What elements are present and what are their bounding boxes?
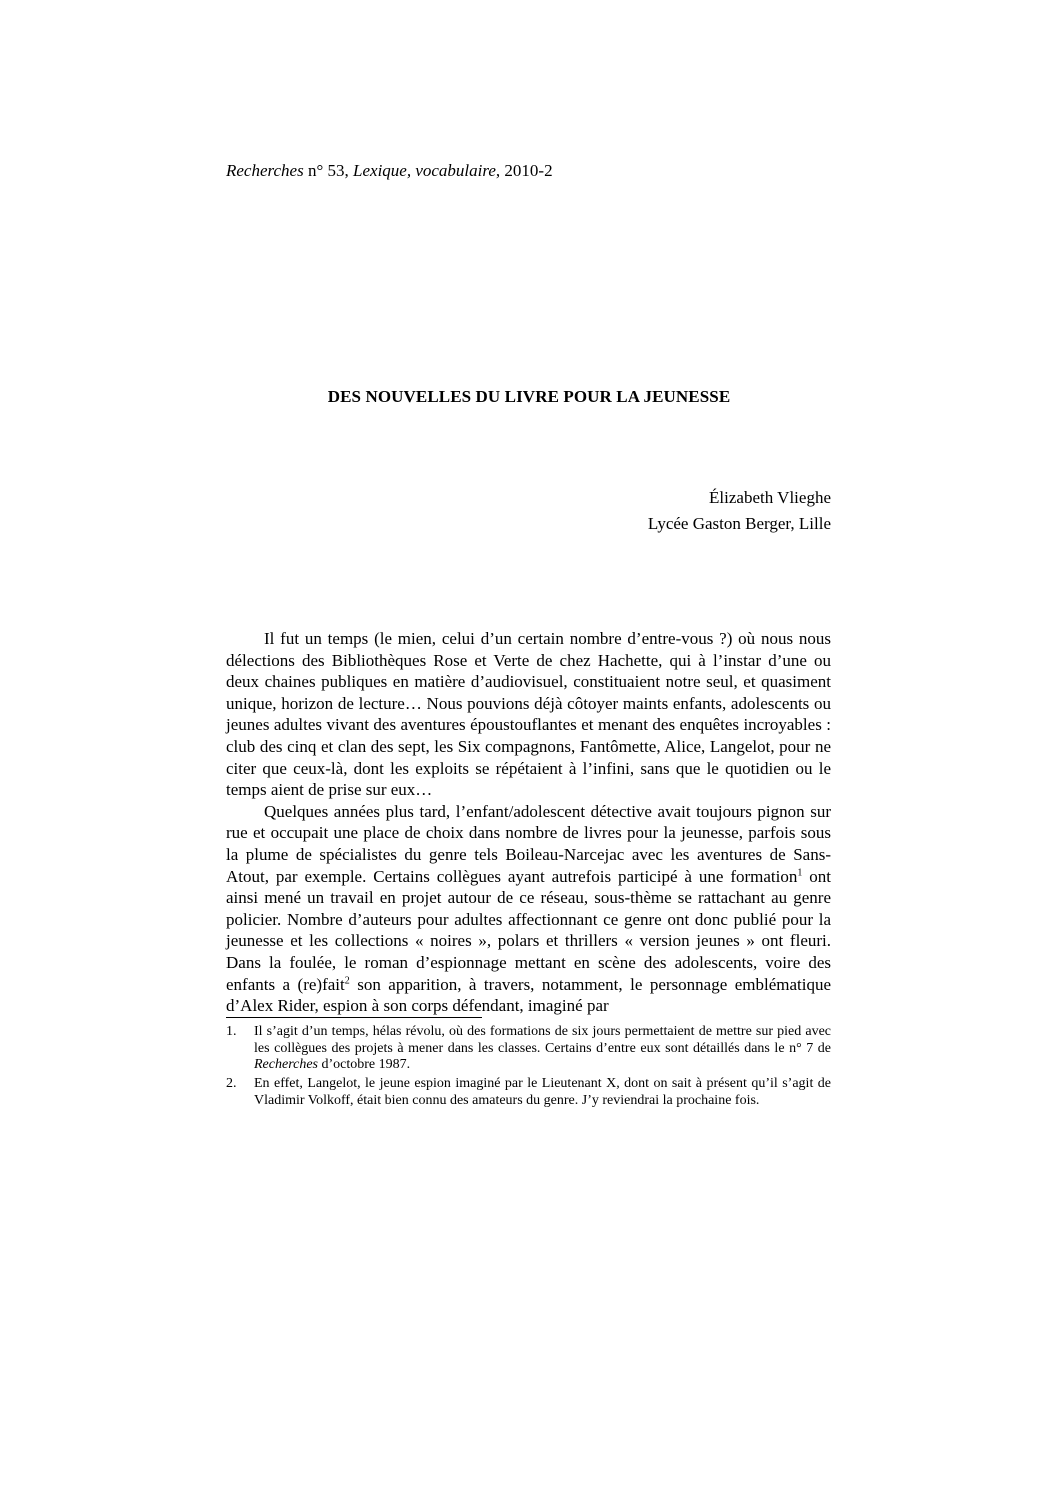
footnote-2: [226, 1076, 831, 1109]
running-head: [226, 160, 553, 182]
footnote-1-text: [254, 1024, 831, 1074]
footnote-ref-1[interactable]: 1: [797, 866, 803, 878]
article-body: [226, 628, 831, 1017]
footnote-1-journal: Recherches: [254, 1057, 318, 1073]
footnote-1: [226, 1024, 831, 1074]
footnote-1-number: 1.: [226, 1024, 237, 1039]
paragraph-1: Il fut un temps (le mien, celui d’un certain nombre d’entre-vous ?) où nous nous délections des Bibliothèques Rose et Verte de chez Hachette, qui à l’instar d’une ou deux chaines publiques en matière d’audiovisuel, constituaient notre seul, et quasiment unique, horizon de lecture… Nous pouvions déjà côtoyer maints enfants, adolescents ou jeunes adultes vivant des aventures époustouflantes et menant des enquêtes incroyables : club des cinq et clan des sept, les Six compagnons, Fantômette, Alice, Langelot, pour ne citer que ceux-là, dont les exploits se répétaient à l’infini, sans que le quotidien ou le temps aient de prise sur eux…: [226, 629, 831, 800]
footnote-1-part-a: Il s’agit d’un temps, hélas révolu, où des formations de six jours permettaient de mettre sur pied avec les collègues des projets à mener dans les classes. Certains d’entre eux sont détaillés dans le n° 7 de: [254, 1024, 831, 1056]
paragraph-2-part-c: son apparition, à travers, notamment, le personnage emblématique d’Alex Rider, espion à son corps défendant, imaginé par: [226, 974, 831, 1016]
article-title: DES NOUVELLES DU LIVRE POUR LA JEUNESSE: [327, 387, 731, 406]
footnotes: [226, 1024, 831, 1112]
paragraph-2-part-a: Quelques années plus tard, l’enfant/adolescent détective avait toujours pignon sur rue et occupait une place de choix dans nombre de livres pour la jeunesse, parfois sous la plume de spécialistes du genre tels Boileau-Narcejac avec les aventures de Sans-Atout, par exemple. Certains collègues ayant autrefois participé à une formation: [226, 801, 831, 886]
issue-year: , 2010-2: [495, 161, 553, 180]
footnote-2-number: 2.: [226, 1076, 237, 1092]
paragraph-2: [226, 801, 831, 1017]
journal-name: Recherches: [226, 161, 304, 180]
issue-number: n° 53,: [303, 161, 354, 180]
footnote-divider: [226, 1017, 482, 1018]
footnote-1-part-b: d’octobre 1987.: [318, 1057, 411, 1073]
author-name: Élizabeth Vlieghe: [709, 488, 831, 507]
author-block: [648, 485, 831, 537]
author-affiliation: Lycée Gaston Berger, Lille: [647, 514, 831, 533]
paragraph-2-part-b: ont ainsi mené un travail en projet autour de ce réseau, sous-thème se rattachant au genre policier. Nombre d’auteurs pour adultes affectionnant ce genre ont donc publié pour la jeunesse et les collections « noires », polars et thrillers « version jeunes » ont fleuri. Dans la foulée, le roman d’espionnage mettant en scène des adolescents, voire des enfants a (re)fait: [226, 866, 831, 994]
issue-theme: Lexique, vocabulaire: [353, 161, 496, 180]
footnote-ref-2[interactable]: 2: [344, 974, 350, 986]
footnote-2-text: En effet, Langelot, le jeune espion imaginé par le Lieutenant X, dont on sait à présent qu’il s’agit de Vladimir Volkoff, était bien connu des amateurs du genre. J’y reviendrai la prochaine fois.: [254, 1076, 831, 1108]
